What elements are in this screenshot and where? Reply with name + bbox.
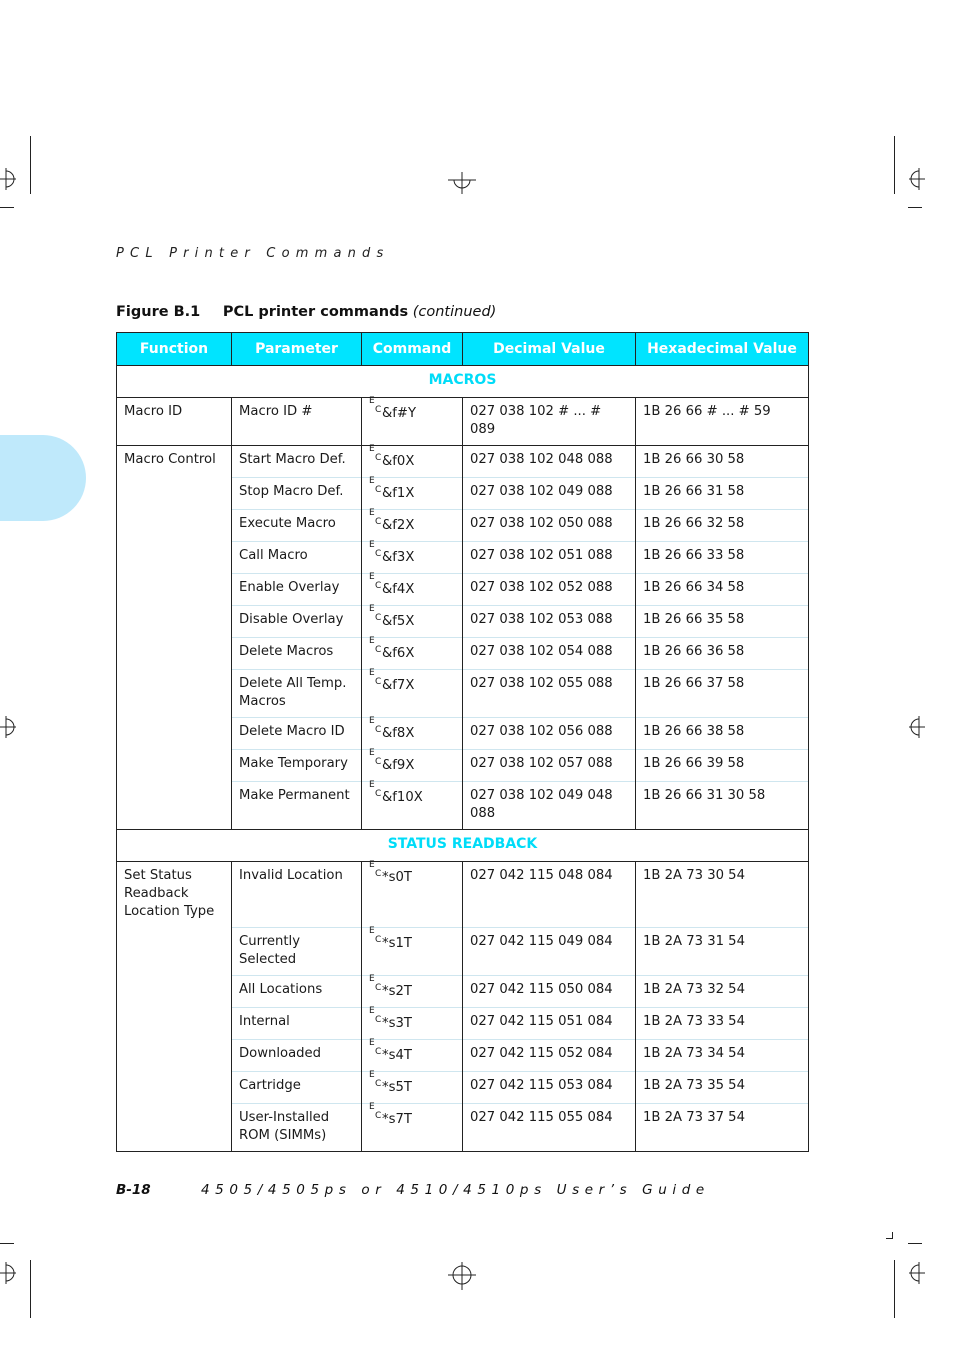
header-command: Command (362, 333, 463, 366)
escape-glyph-c: C (375, 453, 382, 463)
figure-title: PCL printer commands (222, 304, 409, 320)
escape-glyph-e: E (369, 1038, 375, 1048)
command-text: &f#Y (382, 406, 417, 421)
page-number: B-18 (116, 1182, 151, 1198)
decimal-value-cell: 027 038 102 053 088 (463, 606, 636, 638)
escape-glyph-e: E (369, 1102, 375, 1112)
command-cell (362, 1104, 463, 1152)
parameter-cell: Stop Macro Def. (232, 478, 362, 510)
hex-value-cell: 1B 26 66 30 58 (636, 446, 809, 478)
chapter-thumb-tab (0, 435, 86, 521)
command-cell (362, 606, 463, 638)
escape-glyph-e: E (369, 636, 375, 646)
escape-char-glyph (369, 926, 382, 947)
escape-char-glyph (369, 636, 382, 657)
command-cell (362, 574, 463, 606)
decimal-value-cell: 027 042 115 049 084 (463, 928, 636, 976)
header-hexadecimal-value: Hexadecimal Value (636, 333, 809, 366)
command-cell (362, 670, 463, 718)
escape-glyph-e: E (369, 604, 375, 614)
command-cell (362, 638, 463, 670)
escape-glyph-c: C (375, 935, 382, 945)
page-footer (116, 1182, 710, 1198)
escape-glyph-e: E (369, 1070, 375, 1080)
function-cell: Macro ID (117, 398, 232, 446)
table-row (117, 928, 809, 976)
hex-value-cell: 1B 26 66 35 58 (636, 606, 809, 638)
decimal-value-cell: 027 038 102 # ... # 089 (463, 398, 636, 446)
function-cell (117, 928, 232, 976)
decimal-value-cell: 027 038 102 051 088 (463, 542, 636, 574)
command-cell (362, 446, 463, 478)
parameter-cell: Start Macro Def. (232, 446, 362, 478)
escape-char-glyph (369, 540, 382, 561)
table-row (117, 750, 809, 782)
escape-glyph-c: C (375, 405, 382, 415)
command-cell (362, 542, 463, 574)
hex-value-cell: 1B 2A 73 34 54 (636, 1040, 809, 1072)
table-row (117, 510, 809, 542)
escape-glyph-c: C (375, 983, 382, 993)
escape-glyph-c: C (375, 613, 382, 623)
registration-mark-left-bottom (0, 1262, 18, 1284)
hex-value-cell: 1B 2A 73 30 54 (636, 862, 809, 928)
decimal-value-cell: 027 038 102 055 088 (463, 670, 636, 718)
decimal-value-cell: 027 042 115 055 084 (463, 1104, 636, 1152)
decimal-value-cell: 027 042 115 048 084 (463, 862, 636, 928)
command-text: &f8X (382, 726, 415, 741)
escape-glyph-c: C (375, 1015, 382, 1025)
hex-value-cell: 1B 26 66 33 58 (636, 542, 809, 574)
parameter-cell: Disable Overlay (232, 606, 362, 638)
escape-glyph-e: E (369, 572, 375, 582)
table-row (117, 398, 809, 446)
command-text: *s4T (382, 1048, 412, 1063)
command-cell (362, 976, 463, 1008)
escape-char-glyph (369, 748, 382, 769)
registration-mark-right-bottom (905, 1262, 925, 1284)
table-row (117, 670, 809, 718)
escape-glyph-c: C (375, 677, 382, 687)
parameter-cell: Make Permanent (232, 782, 362, 830)
command-cell (362, 398, 463, 446)
registration-mark-bottom-center (448, 1262, 476, 1290)
table-row (117, 542, 809, 574)
escape-glyph-c: C (375, 517, 382, 527)
table-row (117, 606, 809, 638)
hex-value-cell: 1B 26 66 31 58 (636, 478, 809, 510)
command-cell (362, 782, 463, 830)
parameter-cell: Internal (232, 1008, 362, 1040)
command-text: &f7X (382, 678, 415, 693)
hex-value-cell: 1B 2A 73 33 54 (636, 1008, 809, 1040)
command-text: &f9X (382, 758, 415, 773)
command-text: &f4X (382, 582, 415, 597)
command-text: &f10X (382, 790, 423, 805)
decimal-value-cell: 027 038 102 048 088 (463, 446, 636, 478)
table-row (117, 1008, 809, 1040)
hex-value-cell: 1B 26 66 # ... # 59 (636, 398, 809, 446)
command-text: *s1T (382, 936, 412, 951)
function-cell (117, 1104, 232, 1152)
table-row (117, 574, 809, 606)
section-row (117, 830, 809, 862)
hex-value-cell: 1B 2A 73 37 54 (636, 1104, 809, 1152)
parameter-cell: Call Macro (232, 542, 362, 574)
registration-mark-left-top (0, 168, 18, 190)
function-cell (117, 976, 232, 1008)
decimal-value-cell: 027 038 102 057 088 (463, 750, 636, 782)
escape-glyph-c: C (375, 1047, 382, 1057)
parameter-cell: Downloaded (232, 1040, 362, 1072)
hex-value-cell: 1B 2A 73 35 54 (636, 1072, 809, 1104)
escape-glyph-e: E (369, 508, 375, 518)
figure-number: Figure B.1 (116, 304, 201, 320)
command-cell (362, 928, 463, 976)
header-decimal-value: Decimal Value (463, 333, 636, 366)
escape-char-glyph (369, 1038, 382, 1059)
parameter-cell: Delete All Temp. Macros (232, 670, 362, 718)
table-header-row (117, 333, 809, 366)
escape-glyph-e: E (369, 926, 375, 936)
parameter-cell: Currently Selected (232, 928, 362, 976)
table-row (117, 1104, 809, 1152)
section-row (117, 366, 809, 398)
parameter-cell: Make Temporary (232, 750, 362, 782)
parameter-cell: Cartridge (232, 1072, 362, 1104)
escape-char-glyph (369, 1006, 382, 1027)
command-text: *s2T (382, 984, 412, 999)
table-row (117, 1072, 809, 1104)
table-row (117, 446, 809, 478)
function-cell: Set Status Readback Location Type (117, 862, 232, 928)
guide-title: 4505/4505ps or 4510/4510ps User’s Guide (200, 1182, 710, 1198)
command-text: *s5T (382, 1080, 412, 1095)
table-row (117, 1040, 809, 1072)
escape-char-glyph (369, 508, 382, 529)
escape-glyph-e: E (369, 668, 375, 678)
escape-char-glyph (369, 780, 382, 801)
escape-char-glyph (369, 444, 382, 465)
escape-glyph-c: C (375, 485, 382, 495)
parameter-cell: Delete Macros (232, 638, 362, 670)
escape-glyph-c: C (375, 581, 382, 591)
command-text: *s7T (382, 1112, 412, 1127)
section-title: STATUS READBACK (117, 830, 809, 862)
escape-glyph-e: E (369, 780, 375, 790)
pcl-commands-table (116, 332, 809, 1152)
parameter-cell: Execute Macro (232, 510, 362, 542)
escape-glyph-c: C (375, 757, 382, 767)
hex-value-cell: 1B 26 66 34 58 (636, 574, 809, 606)
escape-char-glyph (369, 974, 382, 995)
escape-glyph-c: C (375, 789, 382, 799)
command-text: *s0T (382, 870, 412, 885)
hex-value-cell: 1B 26 66 36 58 (636, 638, 809, 670)
command-text: &f3X (382, 550, 415, 565)
escape-glyph-c: C (375, 725, 382, 735)
running-header: PCL Printer Commands (116, 246, 390, 261)
parameter-cell: Delete Macro ID (232, 718, 362, 750)
registration-mark-right-mid (905, 716, 925, 738)
escape-char-glyph (369, 860, 382, 881)
header-function: Function (117, 333, 232, 366)
hex-value-cell: 1B 2A 73 32 54 (636, 976, 809, 1008)
function-cell (117, 1072, 232, 1104)
escape-glyph-e: E (369, 540, 375, 550)
table-row (117, 638, 809, 670)
decimal-value-cell: 027 038 102 049 088 (463, 478, 636, 510)
escape-glyph-e: E (369, 860, 375, 870)
command-text: &f1X (382, 486, 415, 501)
decimal-value-cell: 027 038 102 049 048 088 (463, 782, 636, 830)
command-cell (362, 478, 463, 510)
figure-caption (116, 304, 496, 320)
registration-mark-left-mid (0, 716, 18, 738)
registration-mark-right-top (905, 168, 925, 190)
escape-glyph-c: C (375, 869, 382, 879)
command-text: &f0X (382, 454, 415, 469)
escape-glyph-c: C (375, 1079, 382, 1089)
decimal-value-cell: 027 042 115 053 084 (463, 1072, 636, 1104)
function-cell (117, 574, 232, 606)
command-cell (362, 718, 463, 750)
escape-char-glyph (369, 476, 382, 497)
hex-value-cell: 1B 26 66 31 30 58 (636, 782, 809, 830)
registration-mark-top-center (448, 172, 476, 194)
decimal-value-cell: 027 038 102 050 088 (463, 510, 636, 542)
table-row (117, 976, 809, 1008)
section-title: MACROS (117, 366, 809, 398)
escape-glyph-e: E (369, 1006, 375, 1016)
function-cell (117, 1008, 232, 1040)
decimal-value-cell: 027 038 102 054 088 (463, 638, 636, 670)
command-cell (362, 510, 463, 542)
header-parameter: Parameter (232, 333, 362, 366)
command-text: &f6X (382, 646, 415, 661)
escape-char-glyph (369, 1070, 382, 1091)
table-row (117, 478, 809, 510)
escape-char-glyph (369, 1102, 382, 1123)
parameter-cell: All Locations (232, 976, 362, 1008)
figure-continued: (continued) (412, 304, 497, 320)
function-cell (117, 1040, 232, 1072)
command-text: &f2X (382, 518, 415, 533)
escape-glyph-e: E (369, 748, 375, 758)
hex-value-cell: 1B 2A 73 31 54 (636, 928, 809, 976)
table-row (117, 718, 809, 750)
escape-glyph-e: E (369, 396, 375, 406)
decimal-value-cell: 027 042 115 052 084 (463, 1040, 636, 1072)
function-cell (117, 750, 232, 782)
escape-glyph-e: E (369, 974, 375, 984)
function-cell: Macro Control (117, 446, 232, 478)
escape-glyph-c: C (375, 1111, 382, 1121)
table-row (117, 862, 809, 928)
function-cell (117, 478, 232, 510)
decimal-value-cell: 027 042 115 051 084 (463, 1008, 636, 1040)
command-cell (362, 750, 463, 782)
table-row (117, 782, 809, 830)
hex-value-cell: 1B 26 66 32 58 (636, 510, 809, 542)
hex-value-cell: 1B 26 66 38 58 (636, 718, 809, 750)
parameter-cell: User-Installed ROM (SIMMs) (232, 1104, 362, 1152)
escape-glyph-e: E (369, 476, 375, 486)
function-cell (117, 782, 232, 830)
escape-glyph-e: E (369, 716, 375, 726)
escape-glyph-c: C (375, 549, 382, 559)
function-cell (117, 638, 232, 670)
escape-char-glyph (369, 716, 382, 737)
escape-glyph-e: E (369, 444, 375, 454)
decimal-value-cell: 027 038 102 052 088 (463, 574, 636, 606)
escape-char-glyph (369, 572, 382, 593)
command-cell (362, 1072, 463, 1104)
function-cell (117, 606, 232, 638)
parameter-cell: Invalid Location (232, 862, 362, 928)
command-cell (362, 862, 463, 928)
escape-char-glyph (369, 396, 382, 417)
parameter-cell: Enable Overlay (232, 574, 362, 606)
function-cell (117, 510, 232, 542)
hex-value-cell: 1B 26 66 37 58 (636, 670, 809, 718)
command-text: *s3T (382, 1016, 412, 1031)
command-cell (362, 1040, 463, 1072)
escape-char-glyph (369, 604, 382, 625)
decimal-value-cell: 027 042 115 050 084 (463, 976, 636, 1008)
hex-value-cell: 1B 26 66 39 58 (636, 750, 809, 782)
escape-char-glyph (369, 668, 382, 689)
command-text: &f5X (382, 614, 415, 629)
function-cell (117, 718, 232, 750)
command-cell (362, 1008, 463, 1040)
escape-glyph-c: C (375, 645, 382, 655)
function-cell (117, 670, 232, 718)
decimal-value-cell: 027 038 102 056 088 (463, 718, 636, 750)
function-cell (117, 542, 232, 574)
parameter-cell: Macro ID # (232, 398, 362, 446)
